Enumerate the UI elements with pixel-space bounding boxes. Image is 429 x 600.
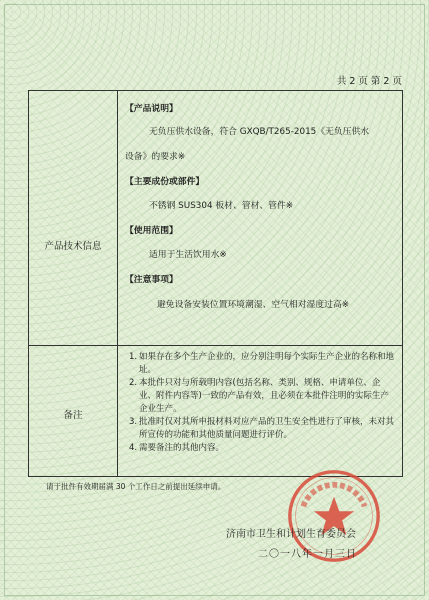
issue-date: 二〇一八年一月三日: [258, 549, 357, 560]
remark-item: [129, 416, 394, 442]
remark-number: 3.: [129, 417, 138, 427]
remark-item: [129, 377, 394, 416]
column-divider: [117, 91, 118, 476]
validity-note: 请于批件有效期届满 30 个工作日之前提出延续申请。: [46, 482, 226, 491]
description-line-1: 无负压供水设备，符合 GXQB/T265-2015《无负压供水: [149, 127, 370, 137]
section-title-components: 【主要成份或部件】: [125, 177, 205, 187]
components-line: 不锈钢 SUS304 板材、管材、管件※: [149, 201, 294, 211]
remark-text: 需要备注的其他内容。: [139, 443, 225, 453]
remark-number: 1.: [129, 352, 138, 362]
description-line-2: 设备》的要求※: [125, 152, 186, 162]
row-divider: [29, 345, 402, 346]
precautions-line: 避免设备安装位置环境潮湿、空气相对湿度过高※: [157, 300, 350, 310]
remark-number: 2.: [129, 378, 138, 388]
remarks-label: 备注: [63, 410, 83, 421]
info-table: [28, 90, 403, 477]
tech-info-label: 产品技术信息: [44, 241, 102, 252]
section-title-scope: 【使用范围】: [125, 226, 178, 236]
page-info: 共 2 页 第 2 页: [336, 76, 402, 87]
remark-text: 批准时仅对其所申报材料对应产品的卫生安全性进行了审核，未对其所宣传的功能和其他质量问题进行评价。: [139, 417, 395, 440]
scope-line: 适用于生活饮用水※: [149, 250, 227, 260]
remarks-list: [129, 351, 394, 455]
section-title-precautions: 【注意事项】: [125, 275, 178, 285]
issuing-authority: 济南市卫生和计划生育委员会: [226, 529, 356, 540]
section-title-description: 【产品说明】: [125, 104, 178, 114]
remark-item: [129, 351, 394, 377]
remark-item: [129, 442, 394, 455]
remark-text: 本批件只对与所载明内容(包括名称、类别、规格、申请单位、企业、附件内容等)一致的产品有效，且必须在本批件注明的实际生产企业生产。: [139, 378, 389, 414]
remark-number: 4.: [129, 443, 138, 453]
remark-text: 如果存在多个生产企业的，应分别注明每个实际生产企业的名称和地址。: [139, 352, 395, 375]
